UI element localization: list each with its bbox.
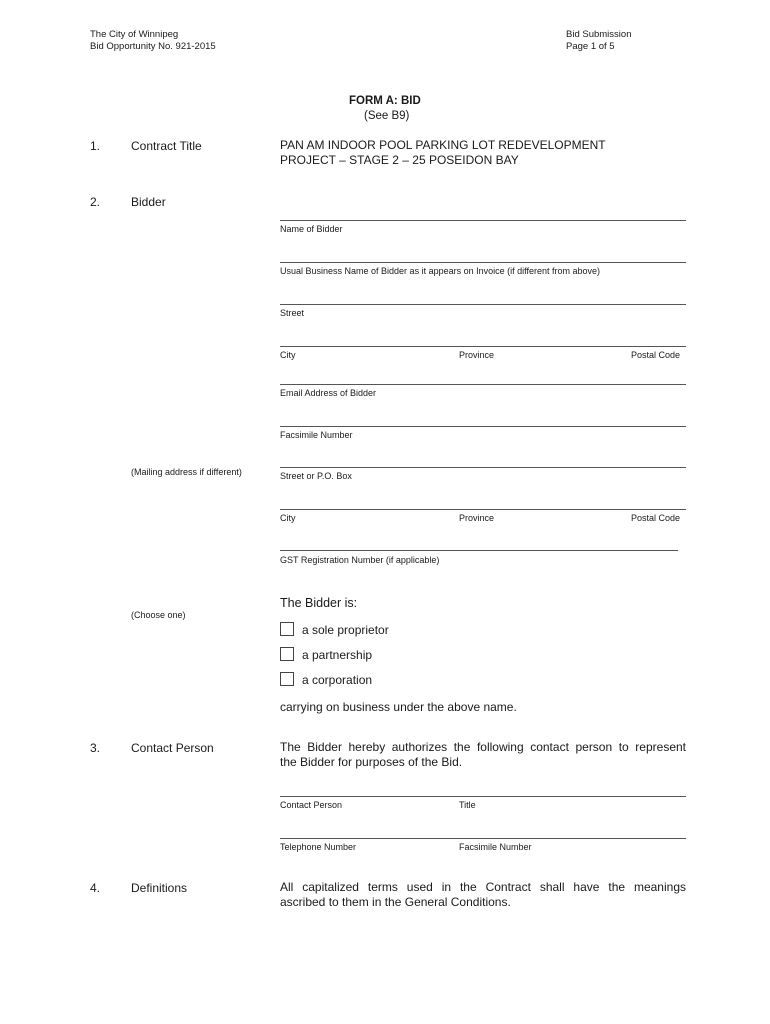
section-4-number: 4. xyxy=(90,881,101,895)
header-city: The City of Winnipeg xyxy=(90,29,179,40)
street-caption: Street xyxy=(280,308,305,318)
phone-fax-line[interactable] xyxy=(280,838,686,839)
gst-caption: GST Registration Number (if applicable) xyxy=(280,555,440,565)
header-page-number: Page 1 of 5 xyxy=(566,41,615,52)
usual-name-line[interactable] xyxy=(280,262,686,263)
sole-proprietor-checkbox[interactable] xyxy=(280,622,294,636)
partnership-label: a partnership xyxy=(302,648,373,662)
city-province-postal-line[interactable] xyxy=(280,346,686,347)
section-1-number: 1. xyxy=(90,139,101,153)
form-see-reference: (See B9) xyxy=(364,110,410,122)
street-po-caption: Street or P.O. Box xyxy=(280,471,352,481)
section-4-label: Definitions xyxy=(131,881,188,895)
name-of-bidder-caption: Name of Bidder xyxy=(280,224,343,234)
section-2-label: Bidder xyxy=(131,195,166,209)
section-2-number: 2. xyxy=(90,195,101,209)
city-province-postal-2-line[interactable] xyxy=(280,509,686,510)
contact-person-caption: Contact Person xyxy=(280,800,343,810)
header-bid-submission: Bid Submission xyxy=(566,29,632,40)
header-bid-opportunity: Bid Opportunity No. 921-2015 xyxy=(90,41,216,52)
partnership-checkbox[interactable] xyxy=(280,647,294,661)
name-of-bidder-line[interactable] xyxy=(280,220,686,221)
contract-title-line-2: PROJECT – STAGE 2 – 25 POSEIDON BAY xyxy=(280,153,519,167)
section-3-label: Contact Person xyxy=(131,741,214,755)
definitions-text-line-1: All capitalized terms used in the Contract shall have the meanings xyxy=(280,880,686,894)
contact-text-line-2: the Bidder for purposes of the Bid. xyxy=(280,755,463,769)
gst-line[interactable] xyxy=(280,550,678,551)
street-line[interactable] xyxy=(280,304,686,305)
contact-text-line-1: The Bidder hereby authorizes the following contact person to represent xyxy=(280,740,686,754)
contact-fax-caption: Facsimile Number xyxy=(459,842,532,852)
contract-title-line-1: PAN AM INDOOR POOL PARKING LOT REDEVELOPMENT xyxy=(280,138,606,152)
postal-code-caption: Postal Code xyxy=(631,350,681,360)
form-title: FORM A: BID xyxy=(349,95,421,107)
fax-caption: Facsimile Number xyxy=(280,430,353,440)
definitions-text-line-2: ascribed to them in the General Conditions. xyxy=(280,895,511,909)
contact-title-caption: Title xyxy=(459,800,476,810)
city-2-caption: City xyxy=(280,513,296,523)
mailing-address-note: (Mailing address if different) xyxy=(131,467,242,477)
province-2-caption: Province xyxy=(459,513,495,523)
sole-proprietor-label: a sole proprietor xyxy=(302,623,389,637)
bidder-is-label: The Bidder is: xyxy=(280,596,358,610)
carrying-on-business-text: carrying on business under the above name. xyxy=(280,700,517,714)
email-line[interactable] xyxy=(280,384,686,385)
city-caption: City xyxy=(280,350,296,360)
postal-code-2-caption: Postal Code xyxy=(631,513,681,523)
corporation-checkbox[interactable] xyxy=(280,672,294,686)
choose-one-note: (Choose one) xyxy=(131,610,186,620)
fax-line[interactable] xyxy=(280,426,686,427)
section-3-number: 3. xyxy=(90,741,101,755)
street-po-line[interactable] xyxy=(280,467,686,468)
province-caption: Province xyxy=(459,350,495,360)
contact-person-title-line[interactable] xyxy=(280,796,686,797)
section-1-label: Contract Title xyxy=(131,139,202,153)
corporation-label: a corporation xyxy=(302,673,373,687)
email-caption: Email Address of Bidder xyxy=(280,388,377,398)
usual-name-caption: Usual Business Name of Bidder as it appears on Invoice (if different from above) xyxy=(280,266,600,276)
telephone-caption: Telephone Number xyxy=(280,842,357,852)
